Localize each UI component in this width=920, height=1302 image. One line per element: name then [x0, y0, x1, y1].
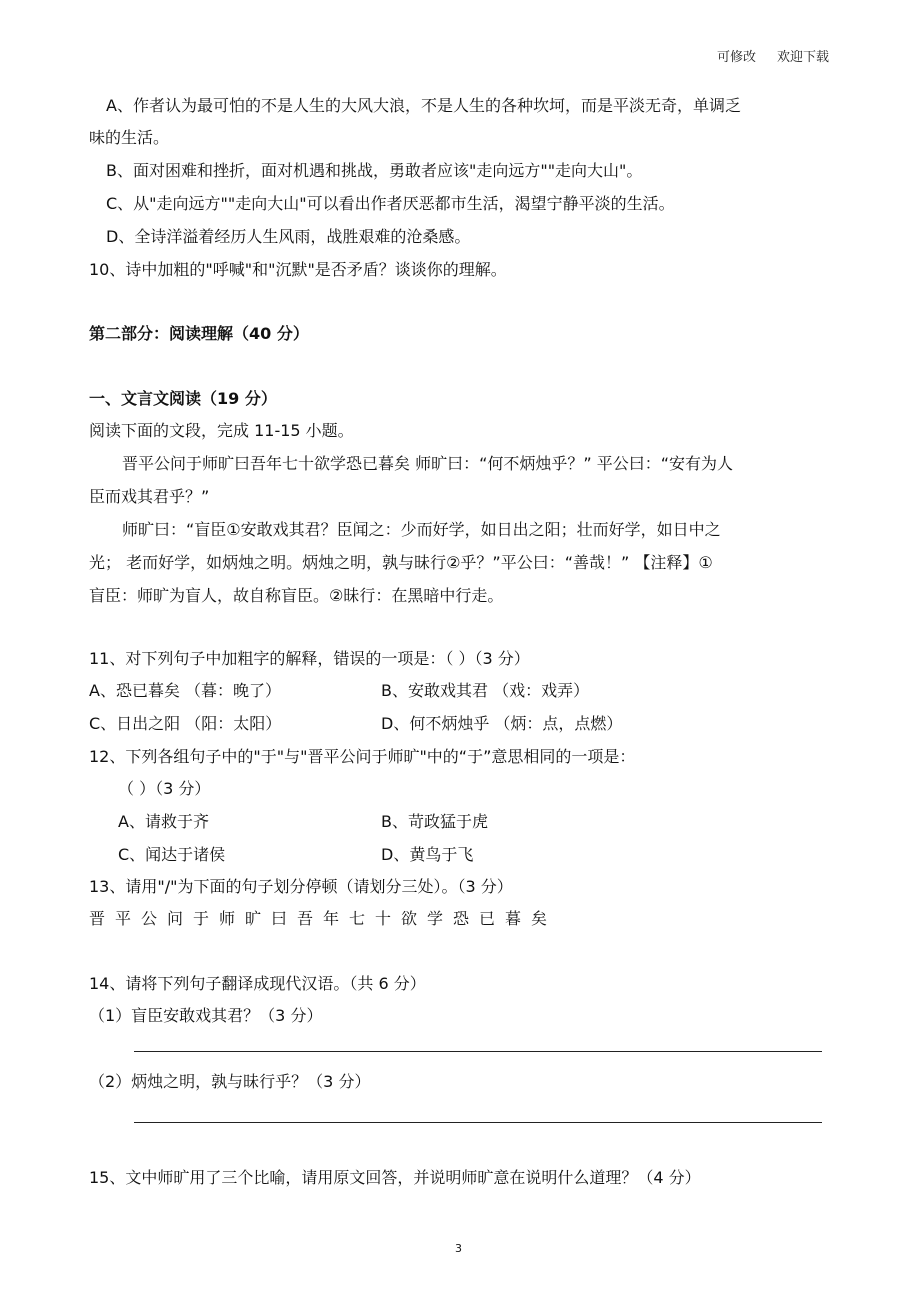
- passage-p1-line2: 臣而戏其君乎？”: [89, 487, 210, 506]
- question-15: 15、文中师旷用了三个比喻，请用原文回答，并说明师旷意在说明什么道理？（4 分）: [89, 1168, 701, 1187]
- option-c: C、从"走向远方""走向大山"可以看出作者厌恶都市生活，渴望宁静平淡的生活。: [106, 194, 675, 213]
- option-d: D、全诗洋溢着经历人生风雨，战胜艰难的沧桑感。: [106, 227, 471, 246]
- q13-sentence: 晋平公问于师旷曰吾年七十欲学恐已暮矣: [89, 909, 558, 928]
- question-12-stem: 12、下列各组句子中的"于"与"晋平公问于师旷"中的“于”意思相同的一项是：: [89, 747, 636, 766]
- q12-option-a: A、请救于齐: [118, 812, 209, 831]
- q14-sentence-2: （2）炳烛之明，孰与昧行乎？（3 分）: [89, 1072, 371, 1091]
- passage-p2-line2: 光； 老而好学，如炳烛之明。炳烛之明，孰与昧行②乎？”平公曰：“善哉！” 【注释】①: [89, 553, 713, 572]
- answer-line-1[interactable]: [134, 1051, 822, 1052]
- option-a-line1: A、作者认为最可怕的不是人生的大风大浪，不是人生的各种坎坷，而是平淡无奇，单调乏: [106, 96, 741, 115]
- q11-option-b: B、安敢戏其君 （戏：戏弄）: [381, 681, 590, 700]
- section1-title: 一、文言文阅读（19 分）: [89, 389, 277, 408]
- header-editable: 可修改: [717, 50, 757, 65]
- question-10: 10、诗中加粗的"呼喊"和"沉默"是否矛盾？谈谈你的理解。: [89, 260, 507, 279]
- part2-title: 第二部分：阅读理解（40 分）: [89, 324, 309, 343]
- question-11-stem: 11、对下列句子中加粗字的解释，错误的一项是：（ ）（3 分）: [89, 649, 530, 668]
- question-14-stem: 14、请将下列句子翻译成现代汉语。（共 6 分）: [89, 974, 426, 993]
- question-12-score: （ ）（3 分）: [118, 779, 211, 798]
- passage-p1-line1: 晋平公问于师旷曰吾年七十欲学恐已暮矣 师旷曰：“何不炳烛乎？” 平公曰：“安有为人: [122, 454, 734, 473]
- q14-sentence-1: （1）盲臣安敢戏其君？（3 分）: [89, 1006, 323, 1025]
- q11-option-c: C、日出之阳 （阳：太阳）: [89, 714, 282, 733]
- passage-p2-line1: 师旷曰：“盲臣①安敢戏其君？臣闻之：少而好学，如日出之阳；壮而好学，如日中之: [122, 520, 721, 539]
- page-number: 3: [455, 1242, 462, 1255]
- question-13-stem: 13、请用"/"为下面的句子划分停顿（请划分三处）。（3 分）: [89, 877, 513, 896]
- q12-option-c: C、闻达于诸侯: [118, 845, 226, 864]
- q11-option-a: A、恐已暮矣 （暮：晚了）: [89, 681, 282, 700]
- q11-option-d: D、何不炳烛乎 （炳：点，点燃）: [381, 714, 623, 733]
- option-a-line2: 味的生活。: [89, 128, 170, 147]
- passage-p2-line3: 盲臣：师旷为盲人，故自称盲臣。②昧行：在黑暗中行走。: [89, 586, 504, 605]
- header-download: 欢迎下载: [777, 50, 830, 65]
- answer-line-2[interactable]: [134, 1122, 822, 1123]
- option-b: B、面对困难和挫折，面对机遇和挑战，勇敢者应该"走向远方""走向大山"。: [106, 161, 643, 180]
- q12-option-d: D、黄鸟于飞: [381, 845, 474, 864]
- instruction: 阅读下面的文段，完成 11-15 小题。: [89, 421, 354, 440]
- q12-option-b: B、苛政猛于虎: [381, 812, 488, 831]
